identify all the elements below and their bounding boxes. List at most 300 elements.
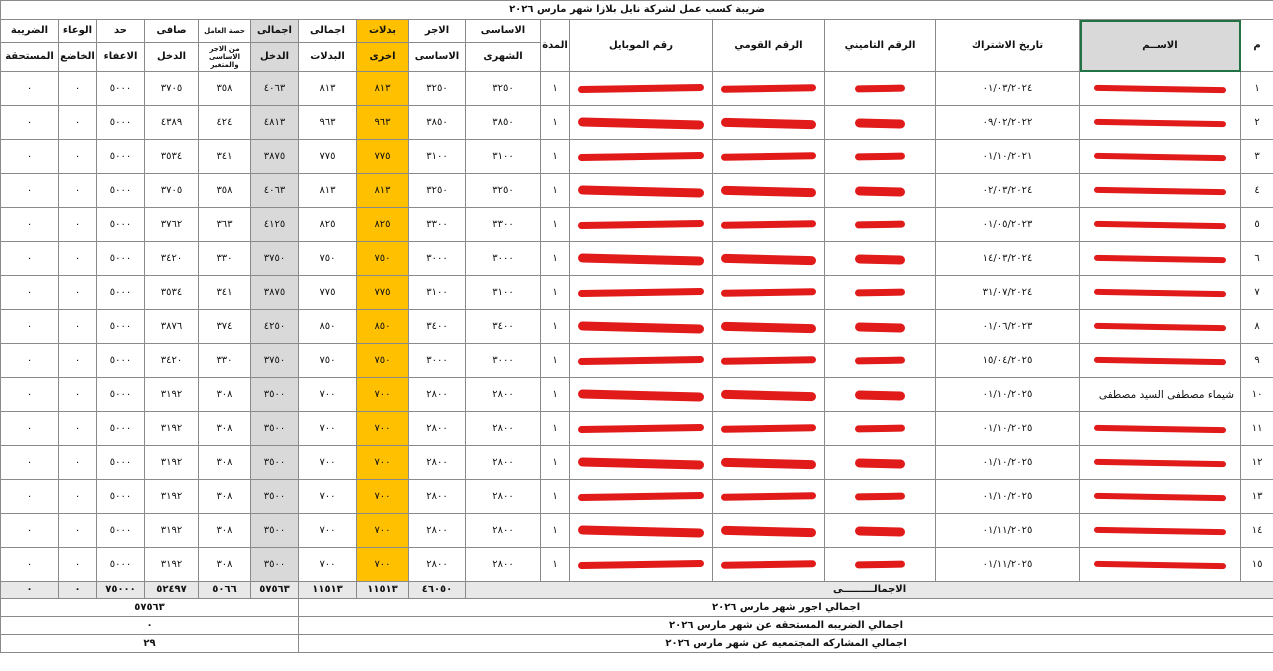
cell-net: ٣١٩٢ bbox=[145, 446, 199, 480]
redaction-mark bbox=[721, 492, 816, 501]
header-vessel-2: الخاضع bbox=[59, 43, 97, 72]
redaction-mark bbox=[855, 526, 905, 536]
cell-net: ٣٥٣٤ bbox=[145, 276, 199, 310]
cell-wage: ٢٨٠٠ bbox=[409, 412, 466, 446]
header-name[interactable]: الاســم bbox=[1080, 20, 1241, 72]
cell-vessel: ٠ bbox=[59, 548, 97, 582]
cell-national-id-redacted bbox=[713, 378, 825, 412]
total-tax: ٠ bbox=[1, 582, 59, 599]
cell-vessel: ٠ bbox=[59, 344, 97, 378]
cell-vessel: ٠ bbox=[59, 106, 97, 140]
cell-allow: ٨٥٠ bbox=[357, 310, 409, 344]
redaction-mark bbox=[855, 425, 905, 433]
cell-insurance-redacted bbox=[825, 174, 936, 208]
cell-name bbox=[1080, 310, 1241, 344]
cell-share: ٣٠٨ bbox=[199, 378, 251, 412]
cell-wage: ٣٨٥٠ bbox=[409, 106, 466, 140]
header-allow: بدلات bbox=[357, 20, 409, 43]
cell-tax: ٠ bbox=[1, 548, 59, 582]
cell-share: ٣٣٠ bbox=[199, 344, 251, 378]
cell-mobile-redacted bbox=[570, 310, 713, 344]
redaction-mark bbox=[578, 253, 704, 265]
cell-share: ٣٥٨ bbox=[199, 72, 251, 106]
cell-gross: ٣٥٠٠ bbox=[251, 412, 299, 446]
summary-row bbox=[1, 635, 1273, 653]
redaction-mark bbox=[721, 560, 816, 569]
redaction-mark bbox=[721, 254, 816, 265]
cell-net: ٣١٩٢ bbox=[145, 514, 199, 548]
table-row bbox=[1, 378, 1273, 412]
cell-name bbox=[1080, 548, 1241, 582]
cell-row-number: ١٠ bbox=[1241, 378, 1273, 412]
cell-mobile-redacted bbox=[570, 548, 713, 582]
cell-gross: ٣٧٥٠ bbox=[251, 242, 299, 276]
cell-duration: ١ bbox=[541, 72, 570, 106]
cell-row-number: ١ bbox=[1241, 72, 1273, 106]
cell-subscription-date: ٠١/١٠/٢٠٢١ bbox=[936, 140, 1080, 174]
cell-mobile-redacted bbox=[570, 276, 713, 310]
redaction-mark bbox=[578, 356, 704, 365]
cell-monthly: ٣٤٠٠ bbox=[466, 310, 541, 344]
cell-share: ٣٥٨ bbox=[199, 174, 251, 208]
header-allowtotal: اجمالى bbox=[299, 20, 357, 43]
cell-limit: ٥٠٠٠ bbox=[97, 446, 145, 480]
redaction-mark bbox=[578, 424, 704, 433]
cell-insurance-redacted bbox=[825, 548, 936, 582]
cell-allowtotal: ٧٠٠ bbox=[299, 514, 357, 548]
total-wage: ٤٦٠٥٠ bbox=[409, 582, 466, 599]
cell-row-number: ١٥ bbox=[1241, 548, 1273, 582]
cell-subscription-date: ٠١/١١/٢٠٢٥ bbox=[936, 548, 1080, 582]
cell-allowtotal: ٨١٣ bbox=[299, 72, 357, 106]
header-insurance: الرقم التاميني bbox=[825, 20, 936, 72]
cell-gross: ٤٨١٣ bbox=[251, 106, 299, 140]
cell-vessel: ٠ bbox=[59, 208, 97, 242]
cell-national-id-redacted bbox=[713, 480, 825, 514]
cell-gross: ٤٠٦٣ bbox=[251, 72, 299, 106]
header-monthly: الاساسى bbox=[466, 20, 541, 43]
cell-row-number: ٧ bbox=[1241, 276, 1273, 310]
cell-national-id-redacted bbox=[713, 106, 825, 140]
cell-net: ٣٥٣٤ bbox=[145, 140, 199, 174]
cell-subscription-date: ٠١/١٠/٢٠٢٥ bbox=[936, 446, 1080, 480]
summary-row bbox=[1, 617, 1273, 635]
cell-name bbox=[1080, 106, 1241, 140]
cell-allowtotal: ٧٠٠ bbox=[299, 548, 357, 582]
cell-gross: ٣٨٧٥ bbox=[251, 276, 299, 310]
total-net: ٥٢٤٩٧ bbox=[145, 582, 199, 599]
total-vessel: ٠ bbox=[59, 582, 97, 599]
cell-gross: ٣٧٥٠ bbox=[251, 344, 299, 378]
cell-wage: ٣١٠٠ bbox=[409, 140, 466, 174]
cell-monthly: ٢٨٠٠ bbox=[466, 378, 541, 412]
cell-mobile-redacted bbox=[570, 480, 713, 514]
cell-wage: ٢٨٠٠ bbox=[409, 548, 466, 582]
table-row bbox=[1, 344, 1273, 378]
redaction-mark bbox=[721, 356, 816, 365]
cell-allowtotal: ٨٢٥ bbox=[299, 208, 357, 242]
redaction-mark bbox=[1094, 119, 1226, 127]
table-row bbox=[1, 208, 1273, 242]
cell-subscription-date: ٠٢/٠٣/٢٠٢٤ bbox=[936, 174, 1080, 208]
total-limit: ٧٥٠٠٠ bbox=[97, 582, 145, 599]
cell-vessel: ٠ bbox=[59, 446, 97, 480]
redaction-mark bbox=[1094, 255, 1226, 263]
cell-allow: ٧٠٠ bbox=[357, 514, 409, 548]
cell-subscription-date: ١٥/٠٤/٢٠٢٥ bbox=[936, 344, 1080, 378]
redaction-mark bbox=[1094, 153, 1226, 161]
header-share: حصة العامل bbox=[199, 20, 251, 43]
cell-mobile-redacted bbox=[570, 106, 713, 140]
cell-tax: ٠ bbox=[1, 72, 59, 106]
cell-allowtotal: ٧٠٠ bbox=[299, 412, 357, 446]
cell-vessel: ٠ bbox=[59, 174, 97, 208]
redaction-mark bbox=[721, 458, 816, 469]
header-gross: اجمالى bbox=[251, 20, 299, 43]
cell-net: ٣٨٧٦ bbox=[145, 310, 199, 344]
cell-wage: ٣٢٥٠ bbox=[409, 174, 466, 208]
cell-allow: ٧٥٠ bbox=[357, 344, 409, 378]
redaction-mark bbox=[578, 84, 704, 93]
cell-limit: ٥٠٠٠ bbox=[97, 412, 145, 446]
cell-limit: ٥٠٠٠ bbox=[97, 480, 145, 514]
redaction-mark bbox=[855, 493, 905, 501]
table-row bbox=[1, 72, 1273, 106]
cell-subscription-date: ٠١/٠٥/٢٠٢٣ bbox=[936, 208, 1080, 242]
cell-row-number: ١٤ bbox=[1241, 514, 1273, 548]
cell-wage: ٢٨٠٠ bbox=[409, 378, 466, 412]
cell-mobile-redacted bbox=[570, 514, 713, 548]
cell-subscription-date: ١٤/٠٣/٢٠٢٤ bbox=[936, 242, 1080, 276]
cell-allow: ٨١٣ bbox=[357, 174, 409, 208]
header-national-id: الرقم القومي bbox=[713, 20, 825, 72]
cell-share: ٣٧٤ bbox=[199, 310, 251, 344]
redaction-mark bbox=[855, 561, 905, 569]
redaction-mark bbox=[855, 289, 905, 297]
cell-limit: ٥٠٠٠ bbox=[97, 242, 145, 276]
cell-insurance-redacted bbox=[825, 514, 936, 548]
cell-row-number: ٨ bbox=[1241, 310, 1273, 344]
cell-tax: ٠ bbox=[1, 378, 59, 412]
summary-value: ٠ bbox=[1, 617, 299, 635]
redaction-mark bbox=[855, 221, 905, 229]
cell-national-id-redacted bbox=[713, 72, 825, 106]
cell-duration: ١ bbox=[541, 208, 570, 242]
redaction-mark bbox=[1094, 187, 1226, 195]
cell-national-id-redacted bbox=[713, 174, 825, 208]
redaction-mark bbox=[721, 390, 816, 401]
cell-allow: ٧٠٠ bbox=[357, 412, 409, 446]
redaction-mark bbox=[1094, 527, 1226, 535]
cell-mobile-redacted bbox=[570, 140, 713, 174]
cell-national-id-redacted bbox=[713, 242, 825, 276]
cell-name bbox=[1080, 72, 1241, 106]
redaction-mark bbox=[578, 457, 704, 469]
redaction-mark bbox=[721, 118, 816, 129]
cell-net: ٣١٩٢ bbox=[145, 548, 199, 582]
header-vessel: الوعاء bbox=[59, 20, 97, 43]
cell-net: ٣١٩٢ bbox=[145, 378, 199, 412]
cell-insurance-redacted bbox=[825, 412, 936, 446]
cell-limit: ٥٠٠٠ bbox=[97, 72, 145, 106]
redaction-mark bbox=[721, 322, 816, 333]
redaction-mark bbox=[1094, 221, 1226, 229]
cell-tax: ٠ bbox=[1, 140, 59, 174]
cell-limit: ٥٠٠٠ bbox=[97, 344, 145, 378]
cell-duration: ١ bbox=[541, 242, 570, 276]
cell-gross: ٤١٢٥ bbox=[251, 208, 299, 242]
cell-national-id-redacted bbox=[713, 514, 825, 548]
cell-name bbox=[1080, 480, 1241, 514]
header-allow-2: اخرى bbox=[357, 43, 409, 72]
cell-national-id-redacted bbox=[713, 548, 825, 582]
redaction-mark bbox=[1094, 323, 1226, 331]
redaction-mark bbox=[1094, 459, 1226, 467]
cell-subscription-date: ٠١/١٠/٢٠٢٥ bbox=[936, 378, 1080, 412]
cell-limit: ٥٠٠٠ bbox=[97, 310, 145, 344]
cell-duration: ١ bbox=[541, 174, 570, 208]
redaction-mark bbox=[578, 152, 704, 161]
cell-national-id-redacted bbox=[713, 310, 825, 344]
cell-share: ٣٠٨ bbox=[199, 480, 251, 514]
cell-subscription-date: ٣١/٠٧/٢٠٢٤ bbox=[936, 276, 1080, 310]
summary-value: ٥٧٥٦٣ bbox=[1, 599, 299, 617]
header-wage: الاجر bbox=[409, 20, 466, 43]
redaction-mark bbox=[721, 84, 816, 93]
redaction-mark bbox=[1094, 289, 1226, 297]
cell-share: ٣٦٣ bbox=[199, 208, 251, 242]
cell-monthly: ٣٢٥٠ bbox=[466, 72, 541, 106]
cell-tax: ٠ bbox=[1, 242, 59, 276]
cell-gross: ٣٥٠٠ bbox=[251, 514, 299, 548]
cell-wage: ٢٨٠٠ bbox=[409, 446, 466, 480]
cell-national-id-redacted bbox=[713, 140, 825, 174]
table-row bbox=[1, 276, 1273, 310]
cell-name bbox=[1080, 276, 1241, 310]
table-row bbox=[1, 174, 1273, 208]
cell-mobile-redacted bbox=[570, 208, 713, 242]
cell-mobile-redacted bbox=[570, 446, 713, 480]
cell-net: ٣١٩٢ bbox=[145, 412, 199, 446]
cell-allow: ٧٧٥ bbox=[357, 276, 409, 310]
header-monthly-2: الشهرى bbox=[466, 43, 541, 72]
redaction-mark bbox=[1094, 493, 1226, 501]
cell-duration: ١ bbox=[541, 276, 570, 310]
cell-vessel: ٠ bbox=[59, 412, 97, 446]
cell-limit: ٥٠٠٠ bbox=[97, 174, 145, 208]
cell-tax: ٠ bbox=[1, 208, 59, 242]
cell-monthly: ٣٨٥٠ bbox=[466, 106, 541, 140]
cell-share: ٣٠٨ bbox=[199, 446, 251, 480]
cell-duration: ١ bbox=[541, 480, 570, 514]
cell-tax: ٠ bbox=[1, 514, 59, 548]
summary-value: ٢٩ bbox=[1, 635, 299, 653]
cell-name bbox=[1080, 208, 1241, 242]
cell-allow: ٧٧٥ bbox=[357, 140, 409, 174]
total-label: الاجمالـــــــــى bbox=[466, 582, 1273, 599]
cell-net: ٣٤٢٠ bbox=[145, 242, 199, 276]
cell-allowtotal: ٧٠٠ bbox=[299, 480, 357, 514]
cell-mobile-redacted bbox=[570, 344, 713, 378]
cell-subscription-date: ٠١/١١/٢٠٢٥ bbox=[936, 514, 1080, 548]
header-gross-2: الدخل bbox=[251, 43, 299, 72]
header-row-number: م bbox=[1241, 20, 1273, 72]
redaction-mark bbox=[578, 560, 704, 569]
cell-insurance-redacted bbox=[825, 344, 936, 378]
cell-row-number: ١١ bbox=[1241, 412, 1273, 446]
cell-national-id-redacted bbox=[713, 412, 825, 446]
cell-limit: ٥٠٠٠ bbox=[97, 208, 145, 242]
cell-name bbox=[1080, 344, 1241, 378]
header-net: صافى bbox=[145, 20, 199, 43]
cell-wage: ٢٨٠٠ bbox=[409, 480, 466, 514]
table-row bbox=[1, 446, 1273, 480]
cell-gross: ٣٥٠٠ bbox=[251, 548, 299, 582]
cell-share: ٣٠٨ bbox=[199, 514, 251, 548]
header-duration: المدة bbox=[541, 20, 570, 72]
cell-allowtotal: ٧٠٠ bbox=[299, 446, 357, 480]
redaction-mark bbox=[855, 153, 905, 161]
cell-tax: ٠ bbox=[1, 106, 59, 140]
redaction-mark bbox=[855, 186, 905, 196]
cell-duration: ١ bbox=[541, 310, 570, 344]
redaction-mark bbox=[721, 526, 816, 537]
cell-limit: ٥٠٠٠ bbox=[97, 548, 145, 582]
cell-duration: ١ bbox=[541, 548, 570, 582]
redaction-mark bbox=[721, 424, 816, 433]
cell-gross: ٤٢٥٠ bbox=[251, 310, 299, 344]
cell-name bbox=[1080, 446, 1241, 480]
total-allowtotal: ١١٥١٣ bbox=[299, 582, 357, 599]
cell-national-id-redacted bbox=[713, 446, 825, 480]
cell-net: ٣٧٦٢ bbox=[145, 208, 199, 242]
header-tax: الضريبة bbox=[1, 20, 59, 43]
cell-mobile-redacted bbox=[570, 72, 713, 106]
cell-share: ٣٠٨ bbox=[199, 412, 251, 446]
cell-net: ٣٧٠٥ bbox=[145, 72, 199, 106]
cell-gross: ٣٥٠٠ bbox=[251, 446, 299, 480]
totals-row bbox=[1, 582, 1273, 599]
redaction-mark bbox=[578, 389, 704, 401]
cell-allowtotal: ٧٠٠ bbox=[299, 378, 357, 412]
cell-allow: ٧٠٠ bbox=[357, 446, 409, 480]
header-allowtotal-2: البدلات bbox=[299, 43, 357, 72]
cell-insurance-redacted bbox=[825, 242, 936, 276]
redaction-mark bbox=[721, 152, 816, 161]
cell-row-number: ٩ bbox=[1241, 344, 1273, 378]
cell-tax: ٠ bbox=[1, 412, 59, 446]
cell-monthly: ٣١٠٠ bbox=[466, 276, 541, 310]
cell-national-id-redacted bbox=[713, 276, 825, 310]
redaction-mark bbox=[855, 357, 905, 365]
cell-name bbox=[1080, 412, 1241, 446]
total-share: ٥٠٦٦ bbox=[199, 582, 251, 599]
header-limit: حد bbox=[97, 20, 145, 43]
cell-net: ٣١٩٢ bbox=[145, 480, 199, 514]
cell-gross: ٣٥٠٠ bbox=[251, 378, 299, 412]
table-row bbox=[1, 548, 1273, 582]
cell-row-number: ٣ bbox=[1241, 140, 1273, 174]
cell-insurance-redacted bbox=[825, 276, 936, 310]
header-tax-2: المستحقة bbox=[1, 43, 59, 72]
cell-gross: ٣٨٧٥ bbox=[251, 140, 299, 174]
cell-tax: ٠ bbox=[1, 174, 59, 208]
cell-insurance-redacted bbox=[825, 140, 936, 174]
redaction-mark bbox=[578, 288, 704, 297]
cell-allow: ٨١٣ bbox=[357, 72, 409, 106]
total-allow: ١١٥١٣ bbox=[357, 582, 409, 599]
cell-insurance-redacted bbox=[825, 72, 936, 106]
cell-vessel: ٠ bbox=[59, 378, 97, 412]
cell-mobile-redacted bbox=[570, 378, 713, 412]
cell-gross: ٤٠٦٣ bbox=[251, 174, 299, 208]
cell-vessel: ٠ bbox=[59, 72, 97, 106]
cell-subscription-date: ٠١/١٠/٢٠٢٥ bbox=[936, 480, 1080, 514]
header-net-2: الدخل bbox=[145, 43, 199, 72]
summary-label: اجمالي المشاركه المجتمعيه عن شهر مارس ٢٠٢٦ bbox=[299, 635, 1273, 653]
cell-tax: ٠ bbox=[1, 344, 59, 378]
cell-wage: ٣٠٠٠ bbox=[409, 344, 466, 378]
cell-allow: ٧٥٠ bbox=[357, 242, 409, 276]
cell-wage: ٢٨٠٠ bbox=[409, 514, 466, 548]
table-row bbox=[1, 514, 1273, 548]
cell-duration: ١ bbox=[541, 514, 570, 548]
redaction-mark bbox=[855, 458, 905, 468]
cell-mobile-redacted bbox=[570, 412, 713, 446]
header-limit-2: الاعفاء bbox=[97, 43, 145, 72]
cell-row-number: ٥ bbox=[1241, 208, 1273, 242]
cell-row-number: ٤ bbox=[1241, 174, 1273, 208]
cell-vessel: ٠ bbox=[59, 276, 97, 310]
sheet-title: ضريبة كسب عمل لشركة نايل بلازا شهر مارس ٢٠٢٦ bbox=[1, 1, 1273, 20]
cell-name bbox=[1080, 242, 1241, 276]
header-share-2: من الاجر الاساسى والمتغير bbox=[199, 43, 251, 72]
cell-allow: ٨٢٥ bbox=[357, 208, 409, 242]
cell-tax: ٠ bbox=[1, 480, 59, 514]
cell-allow: ٧٠٠ bbox=[357, 480, 409, 514]
cell-tax: ٠ bbox=[1, 276, 59, 310]
cell-net: ٣٤٢٠ bbox=[145, 344, 199, 378]
cell-national-id-redacted bbox=[713, 344, 825, 378]
table-row bbox=[1, 106, 1273, 140]
cell-wage: ٣٠٠٠ bbox=[409, 242, 466, 276]
redaction-mark bbox=[578, 525, 704, 537]
redaction-mark bbox=[855, 85, 905, 93]
cell-mobile-redacted bbox=[570, 242, 713, 276]
cell-vessel: ٠ bbox=[59, 140, 97, 174]
cell-row-number: ١٢ bbox=[1241, 446, 1273, 480]
redaction-mark bbox=[721, 220, 816, 229]
redaction-mark bbox=[1094, 561, 1226, 569]
cell-vessel: ٠ bbox=[59, 514, 97, 548]
redaction-mark bbox=[578, 321, 704, 333]
table-row bbox=[1, 480, 1273, 514]
cell-monthly: ٣٠٠٠ bbox=[466, 344, 541, 378]
cell-subscription-date: ٠١/١٠/٢٠٢٥ bbox=[936, 412, 1080, 446]
cell-gross: ٣٥٠٠ bbox=[251, 480, 299, 514]
redaction-mark bbox=[721, 288, 816, 297]
redaction-mark bbox=[578, 185, 704, 197]
summary-label: اجمالي الضريبه المستحقه عن شهر مارس ٢٠٢٦ bbox=[299, 617, 1273, 635]
cell-subscription-date: ٠١/٠٣/٢٠٢٤ bbox=[936, 72, 1080, 106]
redaction-mark bbox=[721, 186, 816, 197]
table-row bbox=[1, 242, 1273, 276]
cell-subscription-date: ٠١/٠٦/٢٠٢٣ bbox=[936, 310, 1080, 344]
cell-insurance-redacted bbox=[825, 446, 936, 480]
cell-name bbox=[1080, 140, 1241, 174]
cell-allowtotal: ٩٦٣ bbox=[299, 106, 357, 140]
cell-insurance-redacted bbox=[825, 106, 936, 140]
